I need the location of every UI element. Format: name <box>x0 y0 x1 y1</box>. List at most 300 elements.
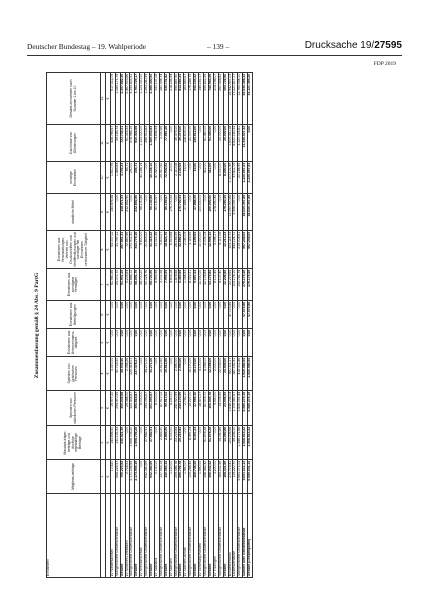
value-cell: 6.051.011,14 <box>243 460 248 494</box>
value-cell: 0,00 <box>135 301 140 329</box>
value-cell: 1.590,00 <box>199 460 204 494</box>
value-cell: 1.465,84 <box>115 162 120 194</box>
value-cell: 294.470,55 <box>115 391 120 426</box>
value-cell: 0,00 <box>159 194 164 231</box>
value-cell: 668.225,57 <box>115 460 120 494</box>
value-cell: 428.766,67 <box>110 125 115 162</box>
value-cell: 145.161,07 <box>199 73 204 125</box>
value-cell: 15.612,60 <box>159 357 164 391</box>
value-cell: 33.121.369,20 <box>248 73 253 125</box>
value-cell: 0,00 <box>218 194 223 231</box>
value-cell: 795.225,52 <box>120 460 125 494</box>
row-label: nachgeordnete Gebietsverbände <box>218 494 223 578</box>
value-cell: 3.120.016,81 <box>238 125 243 162</box>
value-cell: 0,00 <box>213 329 218 357</box>
value-cell: 4.605,18 <box>169 269 174 301</box>
value-cell: 168.431,96 <box>223 460 228 494</box>
value-cell: 1.346.171,66 <box>238 426 243 460</box>
party-label: FDP 2019 <box>373 61 396 67</box>
value-cell: 204.198,07 <box>213 73 218 125</box>
value-cell: 740.983,46 <box>208 73 213 125</box>
value-cell: 40.148,14 <box>140 162 145 194</box>
value-cell: 12.006,14 <box>208 231 213 269</box>
value-cell: 0,00 <box>194 301 199 329</box>
value-cell: 0,00 <box>159 329 164 357</box>
value-cell: 0,00 <box>140 329 145 357</box>
value-cell: 13.021,48 <box>154 231 159 269</box>
value-cell: 4.107,40 <box>218 269 223 301</box>
value-cell: 2.742,10 <box>184 391 189 426</box>
value-cell: 100.000,00 <box>208 194 213 231</box>
value-cell: 85,71 <box>125 162 130 194</box>
value-cell: 47.075,86 <box>248 301 253 329</box>
value-cell: 240.920,99 <box>174 391 179 426</box>
unit-cell: € <box>105 194 110 231</box>
column-number: 11 <box>101 125 106 162</box>
value-cell: 1.263.280,94 <box>145 73 150 125</box>
value-cell: 0,00 <box>115 194 120 231</box>
row-label: LV Nordrhein-Westfalen <box>125 494 130 578</box>
value-cell: 0,00 <box>233 329 238 357</box>
value-cell: 114.220,70 <box>233 460 238 494</box>
value-cell: 343.779,16 <box>135 231 140 269</box>
value-cell: 273.719,41 <box>228 460 233 494</box>
value-cell: 15.942.957,05 <box>228 73 233 125</box>
value-cell: 143.676,58 <box>110 194 115 231</box>
value-cell: 270.911,50 <box>130 231 135 269</box>
value-cell: 1.225.097,53 <box>248 162 253 194</box>
value-cell: 0,00 <box>169 329 174 357</box>
value-cell: 1.525.584,94 <box>248 357 253 391</box>
column-header: Einnahmen aus Unternehmens-tätigkeit <box>47 329 101 357</box>
value-cell: 43.176,84 <box>208 269 213 301</box>
column-number: 6 <box>101 301 106 329</box>
value-cell: 230.521,39 <box>120 426 125 460</box>
value-cell: 1.490,00 <box>184 460 189 494</box>
value-cell: 4.580.275,15 <box>248 391 253 426</box>
value-cell: 4.580.275,15 <box>243 391 248 426</box>
value-cell: 9.117,06 <box>218 231 223 269</box>
row-label: nachgeordnete Gebietsverbände <box>145 494 150 578</box>
value-cell: 2.257.882,36 <box>120 73 125 125</box>
value-cell: 15.227,00 <box>189 391 194 426</box>
value-cell: 38.700,20 <box>140 269 145 301</box>
value-cell: 8.000,00 <box>154 391 159 426</box>
value-cell: 2.130,08 <box>179 162 184 194</box>
value-cell: 1.648.236,04 <box>228 391 233 426</box>
value-cell: 0,00 <box>238 301 243 329</box>
value-cell: 0,00 <box>213 301 218 329</box>
value-cell: 0,00 <box>174 194 179 231</box>
value-cell: 12.090.900,86 <box>228 194 233 231</box>
value-cell: 723.745,21 <box>120 125 125 162</box>
value-cell: 176.700,53 <box>169 194 174 231</box>
value-cell: 32.176,84 <box>204 269 209 301</box>
unit-cell: € <box>105 269 110 301</box>
value-cell: 27.682,91 <box>150 426 155 460</box>
value-cell: 25.000,00 <box>223 125 228 162</box>
value-cell: 0,00 <box>228 329 233 357</box>
value-cell: 2.000,00 <box>213 357 218 391</box>
value-cell: 77.887,20 <box>164 125 169 162</box>
value-cell: 0,00 <box>208 301 213 329</box>
value-cell: 100.000,00 <box>199 194 204 231</box>
value-cell: 105.248,45 <box>189 460 194 494</box>
value-cell: 967.248,05 <box>243 231 248 269</box>
value-cell: 0,00 <box>130 194 135 231</box>
value-cell: 193.093,67 <box>145 391 150 426</box>
value-cell: 9.550,00 <box>213 391 218 426</box>
value-cell: 443.126,71 <box>233 231 238 269</box>
value-cell: 15.170,00 <box>194 357 199 391</box>
value-cell: 2.865,50 <box>164 426 169 460</box>
value-cell: 47.520,00 <box>154 162 159 194</box>
value-cell: 34.271,00 <box>150 357 155 391</box>
value-cell: 29.384,00 <box>125 391 130 426</box>
value-cell: 0,00 <box>130 301 135 329</box>
value-cell: 259.586,78 <box>174 460 179 494</box>
value-cell: 1.225.097,53 <box>243 162 248 194</box>
value-cell: 8.068,00 <box>204 357 209 391</box>
value-cell: 276.175,49 <box>248 269 253 301</box>
value-cell: 0,00 <box>179 329 184 357</box>
value-cell: 80.150,67 <box>164 194 169 231</box>
unit-cell: € <box>105 231 110 269</box>
value-cell: 48.939,50 <box>120 357 125 391</box>
value-cell: 5.196,64 <box>194 231 199 269</box>
value-cell: 0,00 <box>204 329 209 357</box>
value-cell: 335,71 <box>135 162 140 194</box>
value-cell: 178.250,45 <box>213 194 218 231</box>
value-cell: 15,00 <box>184 162 189 194</box>
column-header: Einnahmen aus Beteiligungen <box>47 301 101 329</box>
value-cell: 967.248,05 <box>248 231 253 269</box>
value-cell: 9.600,00 <box>140 231 145 269</box>
table-body <box>110 73 252 578</box>
value-cell: 354.818,87 <box>135 391 140 426</box>
value-cell: 219.004,61 <box>238 231 243 269</box>
value-cell: 1.878,68 <box>174 269 179 301</box>
value-cell: 0,00 <box>223 301 228 329</box>
value-cell: 14.060,86 <box>218 426 223 460</box>
value-cell: 165.231,96 <box>218 460 223 494</box>
value-cell: 61.940,36 <box>110 269 115 301</box>
value-cell: 128.605,00 <box>184 125 189 162</box>
value-cell: 0,00 <box>145 194 150 231</box>
value-cell: 0,00 <box>199 162 204 194</box>
value-cell: 412,00 <box>204 162 209 194</box>
value-cell: 27.682,91 <box>145 426 150 460</box>
value-cell: 0,00 <box>204 301 209 329</box>
value-cell: 280.594,74 <box>159 73 164 125</box>
value-cell: 39.185,73 <box>115 125 120 162</box>
value-cell: 261.528,83 <box>218 73 223 125</box>
value-cell: 12.765.594,10 <box>238 73 243 125</box>
value-cell: 5.205,64 <box>125 269 130 301</box>
column-header: Spenden von natürlichen Personen <box>47 391 101 426</box>
value-cell: 2.110,08 <box>174 162 179 194</box>
value-cell: 17.969,10 <box>194 391 199 426</box>
value-cell: 0,00 <box>135 329 140 357</box>
value-cell: 10.000,00 <box>199 231 204 269</box>
value-cell: 201.093,67 <box>150 391 155 426</box>
value-cell: 5.293.825,51 <box>130 73 135 125</box>
value-cell: 0,00 <box>110 301 115 329</box>
value-cell: 0,00 <box>130 329 135 357</box>
value-cell: 23.216,84 <box>174 426 179 460</box>
unit-cell: € <box>105 73 110 125</box>
value-cell: 0,00 <box>115 301 120 329</box>
column-number: 9 <box>101 194 106 231</box>
value-cell: 63.007,11 <box>110 231 115 269</box>
value-cell: 22.005,00 <box>218 357 223 391</box>
row-label: Landesverbände <box>233 494 238 578</box>
document-number <box>305 40 402 51</box>
value-cell: 17.221.817,17 <box>233 73 238 125</box>
value-cell: 80.150,67 <box>154 194 159 231</box>
value-cell: 1.085.171,79 <box>115 73 120 125</box>
value-cell: 325.434,87 <box>130 391 135 426</box>
value-cell: 8.101,45 <box>213 269 218 301</box>
value-cell: 2.467.903,66 <box>125 73 130 125</box>
value-cell: 27.888,55 <box>184 194 189 231</box>
unit-cell: € <box>105 301 110 329</box>
value-cell: 2.386.300,94 <box>150 73 155 125</box>
row-label: LV Sachsen-Anhalt <box>184 494 189 578</box>
row-label: Summe aller Gebietsverbände <box>243 494 248 578</box>
value-cell: 152.781,74 <box>238 269 243 301</box>
value-cell: 8.000,00 <box>223 162 228 194</box>
value-cell: 0,00 <box>199 125 204 162</box>
value-cell: 920.111,17 <box>228 357 233 391</box>
document-number-value: 27595 <box>374 40 402 51</box>
value-cell: 39.375,00 <box>179 125 184 162</box>
value-cell: 0,00 <box>189 329 194 357</box>
value-cell: 12.208,85 <box>223 269 228 301</box>
value-cell: 61.678,28 <box>208 426 213 460</box>
value-cell: 642.380,69 <box>145 460 150 494</box>
value-cell: 15.170,00 <box>189 357 194 391</box>
value-cell: 430.731,82 <box>164 73 169 125</box>
value-cell: 0,00 <box>213 426 218 460</box>
value-cell: 2.173.955,19 <box>135 460 140 494</box>
table-row <box>248 73 253 578</box>
value-cell: 227.478,27 <box>135 357 140 391</box>
value-cell: 8.000,00 <box>140 391 145 426</box>
value-cell: 20,00 <box>169 162 174 194</box>
value-cell: 68.724,96 <box>150 269 155 301</box>
value-cell: 225.414,01 <box>130 357 135 391</box>
value-cell: 0,00 <box>213 125 218 162</box>
value-cell: 143.656,50 <box>110 426 115 460</box>
value-cell: 20.797,11 <box>115 231 120 269</box>
unit-cell: € <box>105 391 110 426</box>
column-header: Gesamt-einnahmen nach Nummer 1 bis 10 <box>47 73 101 125</box>
rotated-table-container <box>34 73 392 578</box>
row-label: Gesamt <box>179 494 184 578</box>
unit-cell: € <box>105 460 110 494</box>
value-cell: 2.006,14 <box>204 231 209 269</box>
unit-cell: € <box>105 426 110 460</box>
value-cell: 18.824,75 <box>164 231 169 269</box>
value-cell: 0,00 <box>145 162 150 194</box>
value-cell: 3.116,55 <box>189 231 194 269</box>
value-cell: 100.049,78 <box>208 391 213 426</box>
value-cell: 0,00 <box>248 329 253 357</box>
value-cell: 0,00 <box>154 301 159 329</box>
value-cell: 0,00 <box>140 357 145 391</box>
value-cell: 150.137,08 <box>154 73 159 125</box>
value-cell: 27.888,55 <box>194 194 199 231</box>
value-cell: 640.302,68 <box>135 125 140 162</box>
row-label: Gesamt (Gesamtpartei) <box>248 494 253 578</box>
value-cell: 0,00 <box>174 329 179 357</box>
value-cell: 232.892,90 <box>135 194 140 231</box>
value-cell: 250,00 <box>130 162 135 194</box>
value-cell: 18.049.397,86 <box>248 194 253 231</box>
value-cell: 31.416,22 <box>150 231 155 269</box>
value-cell: 2.718,53 <box>125 460 130 494</box>
value-cell: 149.612,00 <box>194 125 199 162</box>
value-cell: 61.678,28 <box>204 426 209 460</box>
value-cell: 3.745,23 <box>120 162 125 194</box>
row-label: Gesamt <box>120 494 125 578</box>
value-cell: 3.200,00 <box>213 460 218 494</box>
unit-cell: € <box>105 329 110 357</box>
value-cell: 15,00 <box>194 162 199 194</box>
value-cell: 176.288,75 <box>189 73 194 125</box>
value-cell: 0,00 <box>184 357 189 391</box>
value-cell: 7.761.729,17 <box>135 73 140 125</box>
value-cell: 5.803,27 <box>159 231 164 269</box>
value-cell: 0,00 <box>120 329 125 357</box>
value-cell: 81.578,71 <box>204 391 209 426</box>
value-cell: 0,00 <box>218 329 223 357</box>
header-rule <box>27 55 402 56</box>
value-cell: 66.130,86 <box>150 194 155 231</box>
value-cell: 1.389.533,83 <box>150 125 155 162</box>
value-cell: 0,00 <box>174 301 179 329</box>
value-cell: 1.123.020,00 <box>140 125 145 162</box>
value-cell: 95.917,02 <box>164 391 169 426</box>
value-cell: 1.525.584,94 <box>243 357 248 391</box>
value-cell: 8.000,00 <box>218 162 223 194</box>
row-label: nachgeordnete Gebietsverbände <box>238 494 243 578</box>
value-cell: 3.300,00 <box>110 357 115 391</box>
value-cell: 187.161,91 <box>233 357 238 391</box>
row-label: Bundesverband <box>228 494 233 578</box>
value-cell: 0,00 <box>248 125 253 162</box>
value-cell: 0,00 <box>154 357 159 391</box>
value-cell: 350.032,42 <box>208 460 213 494</box>
unit-cell: € <box>105 125 110 162</box>
value-cell: 0,00 <box>189 162 194 194</box>
page-header <box>27 40 402 54</box>
value-cell: 140.083,14 <box>164 460 169 494</box>
value-cell: 1.508.614,42 <box>248 426 253 460</box>
value-cell: 642.380,69 <box>150 460 155 494</box>
row-label: nachgeordnete Gebietsverbände <box>159 494 164 578</box>
value-cell: 0,00 <box>164 301 169 329</box>
row-label: Gesamt <box>150 494 155 578</box>
value-cell: 305.116,73 <box>228 231 233 269</box>
value-cell: 21.007,00 <box>189 125 194 162</box>
value-cell: 1.610,76 <box>110 162 115 194</box>
row-label: Gesamt <box>164 494 169 578</box>
value-cell: 276.175,49 <box>243 269 248 301</box>
value-cell: 61.316,53 <box>125 125 130 162</box>
value-cell: 12.213,23 <box>223 231 228 269</box>
value-cell: 0,00 <box>208 329 213 357</box>
value-cell: 2.865,50 <box>159 426 164 460</box>
value-cell: 32.680,27 <box>179 231 184 269</box>
value-cell: 137.953,14 <box>159 460 164 494</box>
value-cell: 218.236,54 <box>169 73 174 125</box>
value-cell: 0,00 <box>154 329 159 357</box>
value-cell: 617.312,09 <box>110 73 115 125</box>
value-cell: 19.977,20 <box>110 391 115 426</box>
value-cell: 0,00 <box>199 301 204 329</box>
row-label: Gesamt <box>208 494 213 578</box>
value-cell: 260.706,78 <box>179 460 184 494</box>
value-cell: 30.024,76 <box>145 269 150 301</box>
value-cell: 15.612,60 <box>164 357 169 391</box>
column-header: Spenden von juristischen Personen <box>47 357 101 391</box>
value-cell: 52.886,12 <box>130 269 135 301</box>
value-cell: 176.700,53 <box>179 194 184 231</box>
publication-title: Deutscher Bundestag – 19. Wahlperiode <box>27 42 146 51</box>
value-cell: 25.071,70 <box>115 269 120 301</box>
column-number: 3 <box>101 391 106 426</box>
value-cell: 578.986,15 <box>130 125 135 162</box>
value-cell: 4.993,98 <box>154 269 159 301</box>
row-label: Gesamt <box>194 494 199 578</box>
value-cell: 0,00 <box>184 329 189 357</box>
value-cell: 66.130,86 <box>140 194 145 231</box>
value-cell: 13.346.527,32 <box>243 125 248 162</box>
value-cell: 61.951,25 <box>120 269 125 301</box>
value-cell: 12.168,00 <box>208 357 213 391</box>
value-cell: 6.483,86 <box>179 269 184 301</box>
value-cell: 0,00 <box>169 125 174 162</box>
column-header: Einnahmen <box>47 494 101 578</box>
value-cell: 0,00 <box>145 301 150 329</box>
value-cell: 267.891,31 <box>120 231 125 269</box>
value-cell: 2.130,00 <box>154 460 159 494</box>
value-cell: 0,00 <box>125 426 130 460</box>
value-cell: 3.096,17 <box>213 231 218 269</box>
value-cell: 465.726,90 <box>223 73 228 125</box>
table-title: Zusammenfassung gemäß § 24 Abs. 9 PartG <box>34 272 40 379</box>
value-cell: 8.497,24 <box>189 426 194 460</box>
value-cell: 1.826.051,44 <box>238 391 243 426</box>
value-cell: 25.000,00 <box>218 125 223 162</box>
value-cell: 232.892,90 <box>125 194 130 231</box>
document-number-prefix: Drucksache 19/ <box>304 40 375 51</box>
row-label: LV Sachsen <box>169 494 174 578</box>
value-cell: 1.668.706,20 <box>135 426 140 460</box>
column-number: 2 <box>101 426 106 460</box>
value-cell: 39.236,10 <box>233 426 238 460</box>
value-cell: 45.930.368,32 <box>243 73 248 125</box>
row-label: nachgeordnete Gebietsverbände <box>204 494 209 578</box>
value-cell: 595.822,39 <box>204 73 209 125</box>
value-cell: 2.171.236,66 <box>130 460 135 494</box>
value-cell: 249.170,99 <box>179 391 184 426</box>
value-cell: 23.556,55 <box>223 391 228 426</box>
value-cell: 0,00 <box>218 301 223 329</box>
value-cell: 103.174,10 <box>233 269 238 301</box>
